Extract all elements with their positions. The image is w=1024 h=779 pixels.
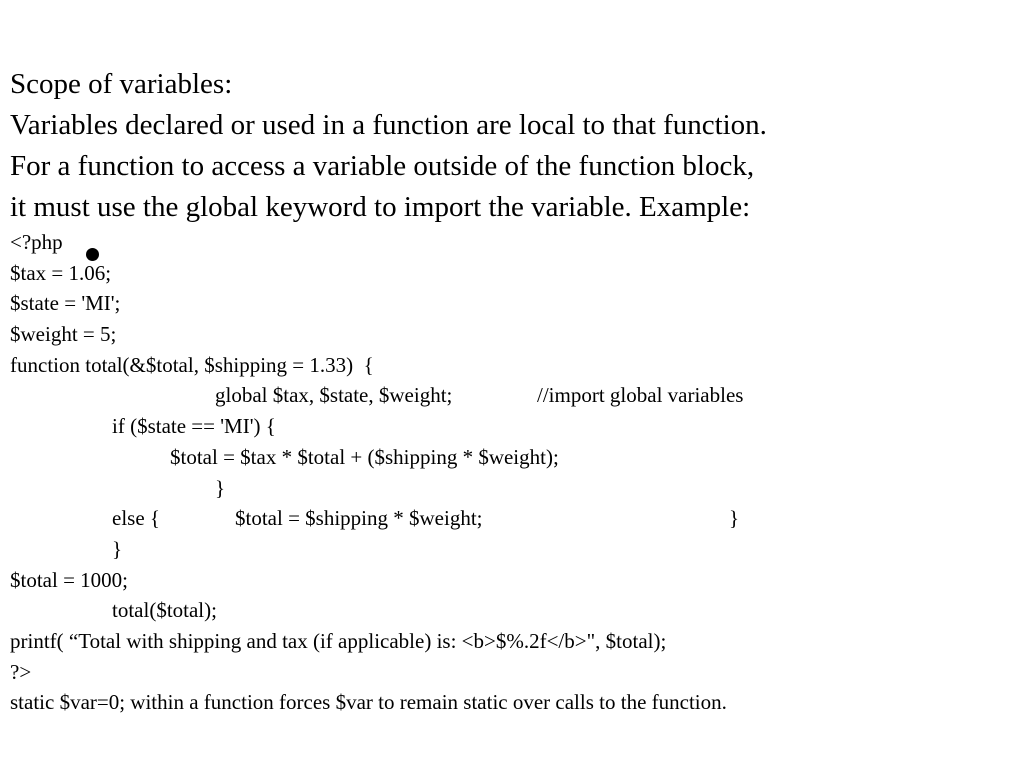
code-line: [10, 319, 1010, 350]
code-function-close-brace: }: [112, 536, 123, 561]
code-line: [10, 227, 1010, 258]
code-total-calculation: $total = $tax * $total + ($shipping * $weight);: [170, 444, 559, 469]
code-line: [10, 595, 1010, 626]
code-state-assign: $state = 'MI';: [10, 291, 121, 316]
code-line: [10, 350, 1010, 381]
intro-line-global-keyword: it must use the global keyword to import the variable. Example:: [10, 191, 751, 223]
code-line: [10, 503, 1010, 534]
code-global-statement: global $tax, $state, $weight;: [215, 383, 453, 408]
code-line: [10, 473, 1010, 504]
intro-text: [10, 64, 1010, 228]
code-line: [10, 442, 1010, 473]
code-line: [10, 657, 1010, 688]
code-else-open: else {: [112, 506, 160, 531]
code-function-signature: function total(&$total, $shipping = 1.33) {: [10, 352, 374, 377]
intro-line-local-variables: Variables declared or used in a function are local to that function.: [10, 109, 767, 141]
code-else-close-brace: }: [729, 506, 740, 531]
code-close-if-brace: }: [215, 475, 226, 500]
code-line: [10, 565, 1010, 596]
code-tax-assign: $tax = 1.06;: [10, 260, 112, 285]
code-function-call: total($total);: [112, 598, 217, 623]
code-line: [10, 288, 1010, 319]
code-line: [10, 258, 1010, 289]
code-static-note: static $var=0; within a function forces $var to remain static over calls to the function.: [10, 690, 727, 715]
code-weight-assign: $weight = 5;: [10, 322, 117, 347]
code-global-comment: //import global variables: [537, 383, 744, 408]
code-line: [10, 687, 1010, 718]
code-total-assign: $total = 1000;: [10, 567, 129, 592]
code-close-tag: ?>: [10, 659, 32, 684]
code-line: [10, 626, 1010, 657]
code-line: [10, 534, 1010, 565]
intro-line-access-outside: For a function to access a variable outside of the function block,: [10, 150, 755, 182]
code-line: [10, 411, 1010, 442]
code-else-body: $total = $shipping * $weight;: [235, 506, 483, 531]
code-printf-statement: printf( “Total with shipping and tax (if applicable) is: <b>$%.2f</b>", $total);: [10, 628, 667, 653]
code-example: [10, 227, 1010, 718]
code-open-tag: <?php: [10, 230, 63, 254]
code-line: [10, 380, 1010, 411]
intro-line-scope-heading: Scope of variables:: [10, 68, 233, 100]
code-if-statement: if ($state == 'MI') {: [112, 414, 276, 439]
